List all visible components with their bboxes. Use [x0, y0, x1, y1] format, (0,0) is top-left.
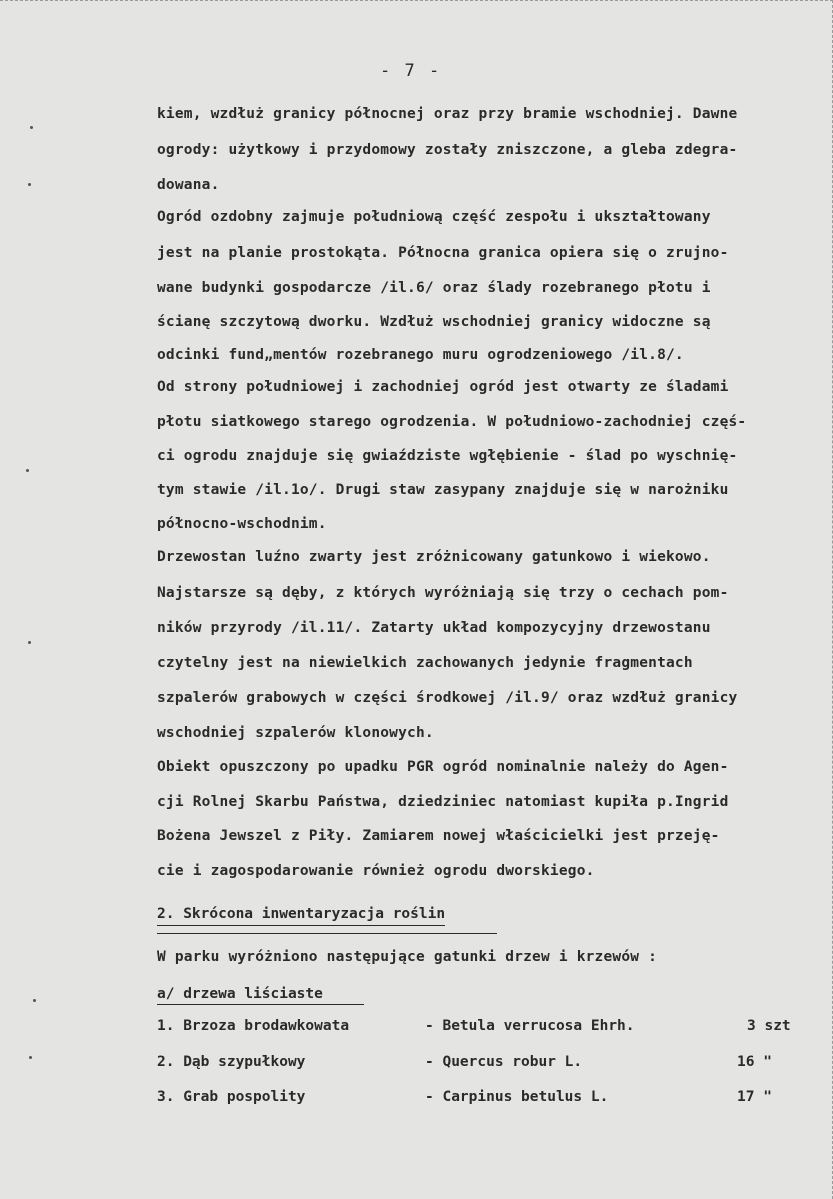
margin-dot	[28, 183, 31, 186]
section-heading: 2. Skrócona inwentaryzacja roślin	[157, 906, 445, 926]
species-row	[157, 1018, 807, 1038]
margin-dot	[26, 469, 29, 472]
paragraph-line: ogrody: użytkowy i przydomowy zostały zniszczone, a gleba zdegra-	[157, 142, 738, 158]
paragraph-line: Bożena Jewszel z Piły. Zamiarem nowej właścicielki jest przeję-	[157, 828, 720, 844]
species-row	[157, 1054, 807, 1074]
species-row	[157, 1089, 807, 1109]
paragraph-line: dowana.	[157, 177, 220, 193]
subheading-underline	[157, 1004, 364, 1005]
paragraph-line: szpalerów grabowych w części środkowej /il.9/ oraz wzdłuż granicy	[157, 690, 738, 706]
species-count: 17 "	[737, 1089, 772, 1105]
margin-dot	[28, 641, 31, 644]
paragraph-line: wschodniej szpalerów klonowych.	[157, 725, 434, 741]
paragraph-line: północno-wschodnim.	[157, 516, 327, 532]
paragraph-line: Drzewostan luźno zwarty jest zróżnicowany gatunkowo i wiekowo.	[157, 549, 711, 565]
paragraph-line: tym stawie /il.1o/. Drugi staw zasypany znajduje się w narożniku	[157, 482, 729, 498]
paragraph-line: Najstarsze są dęby, z których wyróżniają się trzy o cechach pom-	[157, 585, 729, 601]
margin-dot	[29, 1056, 32, 1059]
species-count: 16 "	[737, 1054, 772, 1070]
paragraph-line: ników przyrody /il.11/. Zatarty układ kompozycyjny drzewostanu	[157, 620, 711, 636]
margin-dot	[30, 126, 33, 129]
paragraph-line: cie i zagospodarowanie również ogrodu dworskiego.	[157, 863, 595, 879]
paragraph-line: płotu siatkowego starego ogrodzenia. W południowo-zachodniej częś-	[157, 414, 747, 430]
paragraph-line: jest na planie prostokąta. Północna granica opiera się o zrujno-	[157, 245, 729, 261]
intro-line: W parku wyróżniono następujące gatunki drzew i krzewów :	[157, 949, 658, 965]
subheading: a/ drzewa liściaste	[157, 986, 323, 1002]
paragraph-line: czytelny jest na niewielkich zachowanych jedynie fragmentach	[157, 655, 693, 671]
page-number: - 7 -	[380, 61, 442, 81]
paragraph-line: wane budynki gospodarcze /il.6/ oraz ślady rozebranego płotu i	[157, 280, 711, 296]
species-latin-name: - Carpinus betulus L.	[425, 1089, 609, 1105]
species-name: 2. Dąb szypułkowy	[157, 1054, 306, 1070]
species-latin-name: - Betula verrucosa Ehrh.	[425, 1018, 635, 1034]
heading-underline	[157, 933, 497, 934]
species-name: 3. Grab pospolity	[157, 1089, 306, 1105]
paragraph-line: ścianę szczytową dworku. Wzdłuż wschodniej granicy widoczne są	[157, 314, 711, 330]
paragraph-line: kiem, wzdłuż granicy północnej oraz przy bramie wschodniej. Dawne	[157, 106, 738, 122]
paragraph-line: Od strony południowej i zachodniej ogród jest otwarty ze śladami	[157, 379, 729, 395]
species-latin-name: - Quercus robur L.	[425, 1054, 583, 1070]
species-count: 3 szt	[747, 1018, 791, 1034]
paragraph-line: Ogród ozdobny zajmuje południową część zespołu i ukształtowany	[157, 209, 711, 225]
paragraph-line: odcinki fund„mentów rozebranego muru ogrodzeniowego /il.8/.	[157, 347, 684, 363]
margin-dot	[33, 999, 36, 1002]
paragraph-line: ci ogrodu znajduje się gwiaździste wgłębienie - ślad po wyschnię-	[157, 448, 738, 464]
paragraph-line: cji Rolnej Skarbu Państwa, dziedziniec natomiast kupiła p.Ingrid	[157, 794, 729, 810]
species-name: 1. Brzoza brodawkowata	[157, 1018, 350, 1034]
paragraph-line: Obiekt opuszczony po upadku PGR ogród nominalnie należy do Agen-	[157, 759, 729, 775]
